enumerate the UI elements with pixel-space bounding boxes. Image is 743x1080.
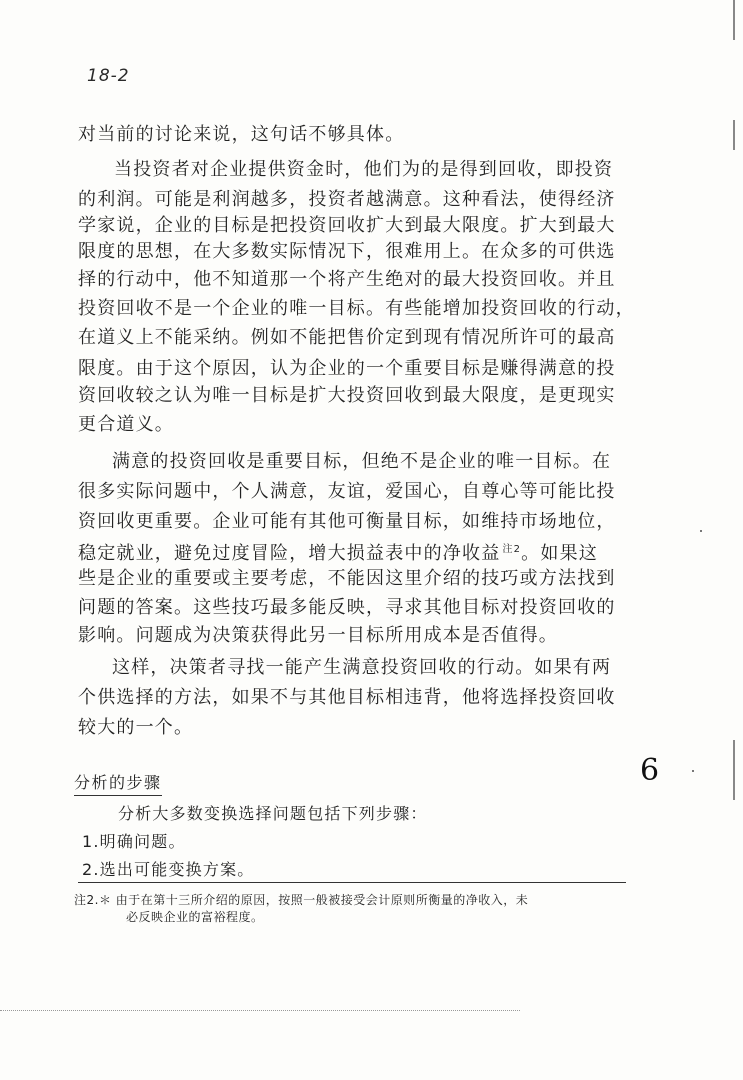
page-number: 18-2	[87, 66, 130, 86]
footnote-divider	[78, 882, 626, 883]
body-line: 投资回收不是一个企业的唯一目标。有些能增加投资回收的行动，	[78, 298, 635, 319]
scan-bottom-line	[0, 1010, 520, 1011]
body-line: 较大的一个。	[78, 717, 194, 738]
body-line-tail: 。如果这	[521, 543, 598, 564]
body-line: 个供选择的方法，如果不与其他目标相违背，他将选择投资回收	[78, 687, 616, 708]
body-line: 很多实际问题中，个人满意，友谊，爱国心，自尊心等可能比投	[78, 481, 616, 502]
scan-edge-mark	[733, 120, 735, 150]
body-line: 学家说，企业的目标是把投资回收扩大到最大限度。扩大到最大	[78, 215, 616, 236]
footnote-line: 注2.＊ 由于在第十三所介绍的原因，按照一般被接受会计原则所衡量的净收入，未	[74, 893, 529, 907]
step-item: 2.选出可能变换方案。	[82, 860, 255, 879]
handwritten-margin-mark: 6	[640, 753, 660, 788]
body-line: 对当前的讨论来说，这句话不够具体。	[78, 124, 405, 145]
scan-edge-mark	[733, 740, 735, 800]
body-line: 限度。由于这个原因，认为企业的一个重要目标是赚得满意的投	[78, 358, 616, 379]
body-line: 影响。问题成为决策获得此另一目标所用成本是否值得。	[78, 625, 558, 646]
body-line: 这样，决策者寻找一能产生满意投资回收的行动。如果有两	[112, 657, 612, 678]
body-line: 当投资者对企业提供资金时，他们为的是得到回收，即投资	[114, 159, 614, 180]
scan-speck	[692, 770, 694, 772]
body-line-with-footnote	[78, 538, 598, 566]
footnote-line: 必反映企业的富裕程度。	[126, 910, 264, 924]
body-line: 的利润。可能是利润越多，投资者越满意。这种看法，使得经济	[78, 189, 616, 210]
body-line: 更合道义。	[78, 414, 174, 435]
body-line-text: 稳定就业，避免过度冒险，增大损益表中的净收益	[78, 543, 501, 564]
scan-edge-mark	[733, 0, 735, 40]
body-line: 资回收较之认为唯一目标是扩大投资回收到最大限度，是更现实	[78, 385, 616, 406]
section-heading: 分析的步骤	[74, 770, 162, 796]
body-line: 限度的思想，在大多数实际情况下，很难用上。在众多的可供选	[78, 241, 616, 262]
section-intro: 分析大多数变换选择问题包括下列步骤：	[118, 804, 428, 823]
footnote-reference: 注2	[502, 544, 522, 555]
body-line: 在道义上不能采纳。例如不能把售价定到现有情况所许可的最高	[78, 327, 616, 348]
scan-speck	[700, 530, 702, 532]
body-line: 些是企业的重要或主要考虑，不能因这里介绍的技巧或方法找到	[78, 568, 616, 589]
step-item: 1.明确问题。	[82, 832, 186, 851]
body-line: 资回收更重要。企业可能有其他可衡量目标，如维持市场地位，	[78, 511, 616, 532]
body-line: 问题的答案。这些技巧最多能反映，寻求其他目标对投资回收的	[78, 597, 616, 618]
body-line: 择的行动中，他不知道那一个将产生绝对的最大投资回收。并且	[78, 269, 616, 290]
body-line: 满意的投资回收是重要目标，但绝不是企业的唯一目标。在	[112, 451, 612, 472]
